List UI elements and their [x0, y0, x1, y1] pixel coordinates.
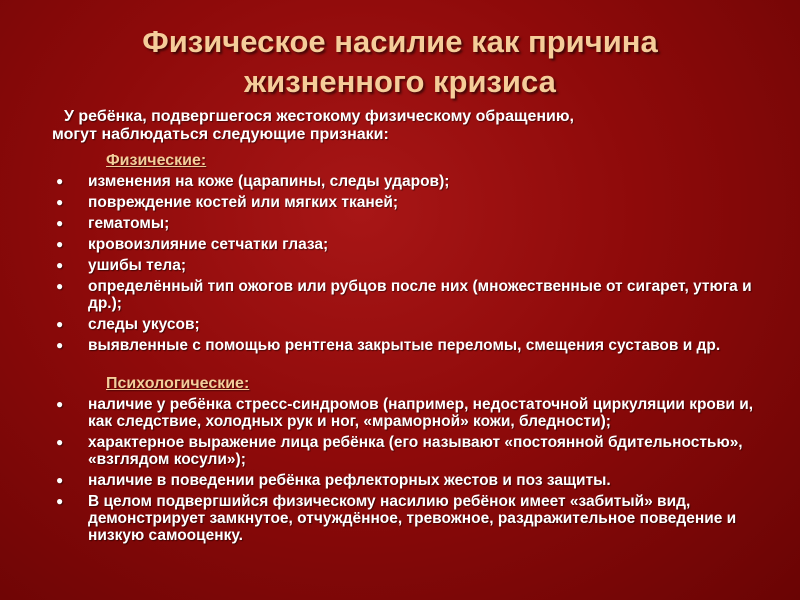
bullet-icon: ● [56, 494, 64, 508]
slide-title [0, 22, 800, 102]
list-item: ● наличие у ребёнка стресс-синдромов (например, недостаточной циркуляции крови и, как следствие, холодных рук и ног, «мраморной» кожи, бледности); [56, 396, 754, 430]
bullet-icon: ● [56, 397, 64, 411]
bullet-icon: ● [56, 237, 64, 251]
intro-line-1: У ребёнка, подвергшегося жестокому физическому обращению, [64, 108, 574, 125]
list-item: ● определённый тип ожогов или рубцов после них (множественные от сигарет, утюга и др.); [56, 278, 752, 312]
title-line-2: жизненного кризиса [244, 64, 556, 99]
title-line-1: Физическое насилие как причина [142, 24, 658, 59]
psychological-list [52, 396, 772, 548]
bullet-icon: ● [56, 317, 64, 331]
bullet-icon: ● [56, 258, 64, 272]
bullet-icon: ● [56, 279, 64, 293]
psychological-heading: Психологические: [106, 375, 250, 392]
bullet-icon: ● [56, 473, 64, 487]
list-item: ● наличие в поведении ребёнка рефлекторных жестов и поз защиты. [56, 472, 611, 489]
intro-line-2: могут наблюдаться следующие признаки: [52, 126, 389, 143]
list-item: ● характерное выражение лица ребёнка (его называют «постоянной бдительностью», «взглядом косули»); [56, 434, 743, 468]
intro-text [52, 108, 782, 144]
list-item: ● кровоизлияние сетчатки глаза; [56, 236, 329, 253]
list-item: ● изменения на коже (царапины, следы ударов); [56, 173, 450, 190]
list-item: ● выявленные с помощью рентгена закрытые переломы, смещения суставов и др. [56, 337, 721, 354]
list-item: ● гематомы; [56, 215, 170, 232]
list-item: ● ушибы тела; [56, 257, 187, 274]
list-item: ● повреждение костей или мягких тканей; [56, 194, 399, 211]
bullet-icon: ● [56, 435, 64, 449]
bullet-icon: ● [56, 216, 64, 230]
physical-list [52, 173, 772, 358]
list-item: ● В целом подвергшийся физическому насилию ребёнок имеет «забитый» вид, демонстрирует замкнутое, отчуждённое, тревожное, раздражительное поведение и низкую самооценку. [56, 493, 737, 544]
list-item: ● следы укусов; [56, 316, 200, 333]
bullet-icon: ● [56, 174, 64, 188]
bullet-icon: ● [56, 338, 64, 352]
physical-heading: Физические: [106, 152, 207, 169]
bullet-icon: ● [56, 195, 64, 209]
